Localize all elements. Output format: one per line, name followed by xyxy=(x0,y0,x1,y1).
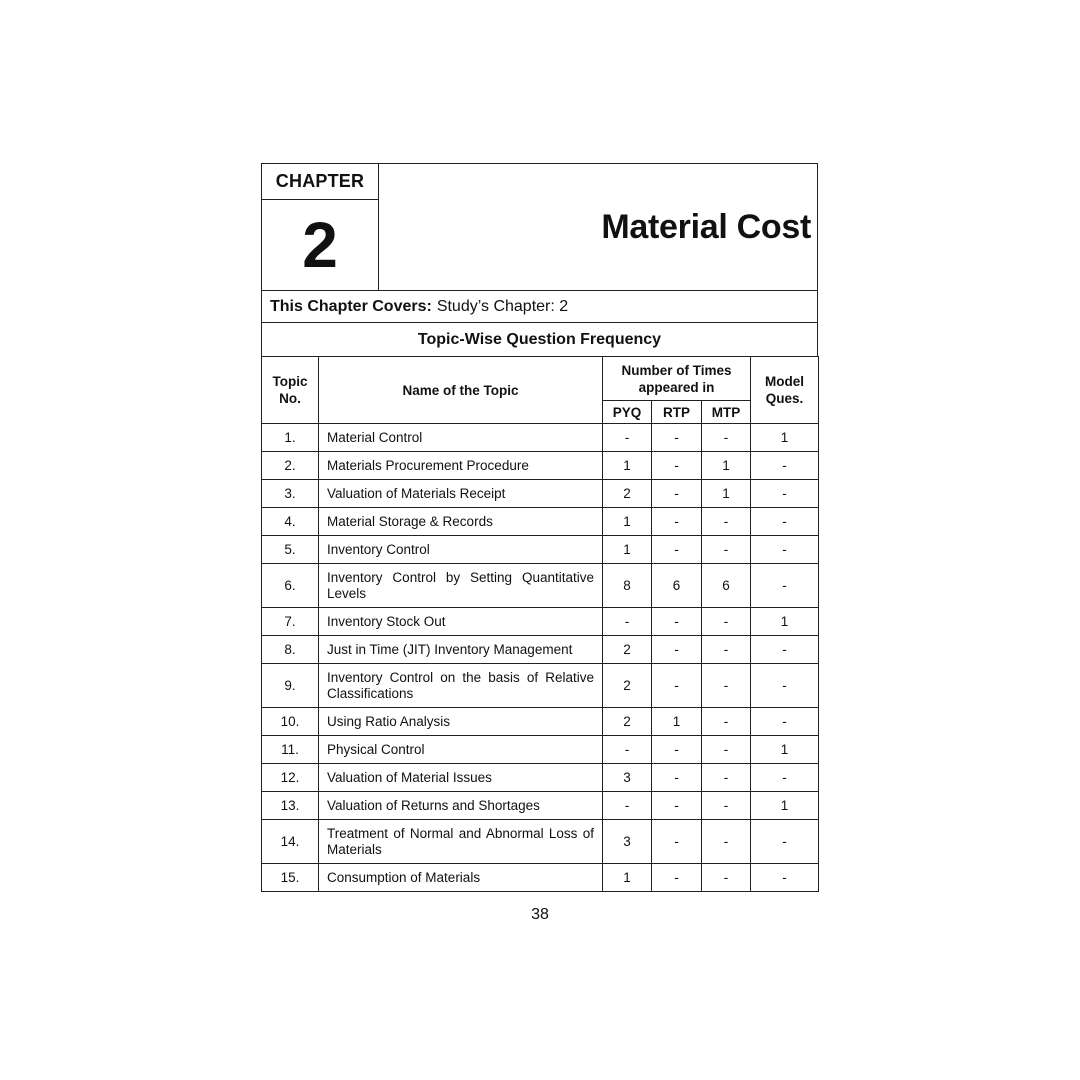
chapter-title-cell xyxy=(379,164,817,290)
pyq-count: 2 xyxy=(603,480,652,508)
table-row xyxy=(262,708,819,736)
rtp-count: - xyxy=(652,480,702,508)
mtp-count: - xyxy=(702,764,751,792)
topic-name: Material Control xyxy=(319,424,603,452)
chapter-label: CHAPTER xyxy=(262,164,378,200)
pyq-count: - xyxy=(603,608,652,636)
rtp-count: - xyxy=(652,664,702,708)
mtp-count: 1 xyxy=(702,452,751,480)
topic-number: 8. xyxy=(262,636,319,664)
topic-name: Treatment of Normal and Abnormal Loss of Materials xyxy=(319,820,603,864)
topic-name: Just in Time (JIT) Inventory Management xyxy=(319,636,603,664)
rtp-count: - xyxy=(652,820,702,864)
pyq-count: 1 xyxy=(603,452,652,480)
table-row xyxy=(262,864,819,892)
chapter-number: 2 xyxy=(302,209,338,281)
topic-name: Physical Control xyxy=(319,736,603,764)
topic-name: Using Ratio Analysis xyxy=(319,708,603,736)
mtp-count: 1 xyxy=(702,480,751,508)
header-pyq: PYQ xyxy=(603,401,652,424)
model-ques-count: - xyxy=(751,820,819,864)
table-row xyxy=(262,792,819,820)
model-ques-count: - xyxy=(751,452,819,480)
mtp-count: - xyxy=(702,508,751,536)
covers-value: Study’s Chapter: 2 xyxy=(436,297,569,315)
mtp-count: - xyxy=(702,820,751,864)
rtp-count: - xyxy=(652,636,702,664)
model-ques-count: 1 xyxy=(751,736,819,764)
rtp-count: 1 xyxy=(652,708,702,736)
header-topic-no: Topic No. xyxy=(262,357,319,424)
frequency-table-title: Topic-Wise Question Frequency xyxy=(261,323,818,356)
topic-number: 10. xyxy=(262,708,319,736)
topic-name: Inventory Stock Out xyxy=(319,608,603,636)
rtp-count: - xyxy=(652,608,702,636)
topic-name: Materials Procurement Procedure xyxy=(319,452,603,480)
pyq-count: 2 xyxy=(603,664,652,708)
topic-number: 4. xyxy=(262,508,319,536)
topic-number: 13. xyxy=(262,792,319,820)
chapter-covers xyxy=(261,291,818,323)
header-times-appeared: Number of Times appeared in xyxy=(603,357,751,401)
mtp-count: - xyxy=(702,864,751,892)
topic-number: 1. xyxy=(262,424,319,452)
model-ques-count: - xyxy=(751,636,819,664)
model-ques-count: - xyxy=(751,508,819,536)
pyq-count: 1 xyxy=(603,864,652,892)
covers-label: This Chapter Covers: xyxy=(270,297,432,315)
page-number: 38 xyxy=(531,906,549,923)
model-ques-count: - xyxy=(751,708,819,736)
mtp-count: - xyxy=(702,736,751,764)
rtp-count: - xyxy=(652,452,702,480)
model-ques-count: 1 xyxy=(751,608,819,636)
topic-number: 5. xyxy=(262,536,319,564)
topic-number: 14. xyxy=(262,820,319,864)
model-ques-count: - xyxy=(751,480,819,508)
table-row xyxy=(262,452,819,480)
mtp-count: - xyxy=(702,424,751,452)
table-row xyxy=(262,608,819,636)
topic-name: Inventory Control xyxy=(319,536,603,564)
model-ques-count: 1 xyxy=(751,792,819,820)
topic-number: 3. xyxy=(262,480,319,508)
topic-name: Inventory Control by Setting Quantitative Levels xyxy=(319,564,603,608)
table-row xyxy=(262,636,819,664)
model-ques-count: - xyxy=(751,864,819,892)
mtp-count: - xyxy=(702,664,751,708)
topic-name: Valuation of Returns and Shortages xyxy=(319,792,603,820)
model-ques-count: - xyxy=(751,664,819,708)
pyq-count: 1 xyxy=(603,536,652,564)
model-ques-count: - xyxy=(751,564,819,608)
mtp-count: 6 xyxy=(702,564,751,608)
topic-number: 9. xyxy=(262,664,319,708)
frequency-table xyxy=(261,356,819,892)
pyq-count: 3 xyxy=(603,820,652,864)
pyq-count: 8 xyxy=(603,564,652,608)
model-ques-count: 1 xyxy=(751,424,819,452)
pyq-count: 2 xyxy=(603,708,652,736)
pyq-count: 1 xyxy=(603,508,652,536)
topic-number: 12. xyxy=(262,764,319,792)
rtp-count: - xyxy=(652,508,702,536)
header-rtp: RTP xyxy=(652,401,702,424)
rtp-count: - xyxy=(652,536,702,564)
topic-number: 15. xyxy=(262,864,319,892)
pyq-count: - xyxy=(603,792,652,820)
topic-number: 11. xyxy=(262,736,319,764)
topic-number: 6. xyxy=(262,564,319,608)
table-row xyxy=(262,424,819,452)
header-topic-name: Name of the Topic xyxy=(319,357,603,424)
chapter-title: Material Cost xyxy=(601,207,811,246)
rtp-count: - xyxy=(652,736,702,764)
mtp-count: - xyxy=(702,536,751,564)
topic-name: Valuation of Material Issues xyxy=(319,764,603,792)
chapter-page xyxy=(261,163,818,892)
table-row xyxy=(262,736,819,764)
pyq-count: - xyxy=(603,424,652,452)
table-row xyxy=(262,480,819,508)
mtp-count: - xyxy=(702,608,751,636)
model-ques-count: - xyxy=(751,536,819,564)
frequency-table-body xyxy=(262,424,819,892)
header-mtp: MTP xyxy=(702,401,751,424)
rtp-count: - xyxy=(652,792,702,820)
mtp-count: - xyxy=(702,636,751,664)
rtp-count: - xyxy=(652,864,702,892)
rtp-count: - xyxy=(652,764,702,792)
pyq-count: 3 xyxy=(603,764,652,792)
table-row xyxy=(262,764,819,792)
chapter-header xyxy=(261,163,818,291)
topic-name: Material Storage & Records xyxy=(319,508,603,536)
table-row xyxy=(262,820,819,864)
rtp-count: - xyxy=(652,424,702,452)
pyq-count: 2 xyxy=(603,636,652,664)
table-row xyxy=(262,536,819,564)
topic-number: 7. xyxy=(262,608,319,636)
header-model-ques: Model Ques. xyxy=(751,357,819,424)
table-row xyxy=(262,664,819,708)
table-row xyxy=(262,564,819,608)
pyq-count: - xyxy=(603,736,652,764)
topic-name: Valuation of Materials Receipt xyxy=(319,480,603,508)
chapter-badge xyxy=(262,164,379,290)
rtp-count: 6 xyxy=(652,564,702,608)
table-row xyxy=(262,508,819,536)
topic-number: 2. xyxy=(262,452,319,480)
mtp-count: - xyxy=(702,792,751,820)
mtp-count: - xyxy=(702,708,751,736)
topic-name: Consumption of Materials xyxy=(319,864,603,892)
topic-name: Inventory Control on the basis of Relative Classifications xyxy=(319,664,603,708)
model-ques-count: - xyxy=(751,764,819,792)
